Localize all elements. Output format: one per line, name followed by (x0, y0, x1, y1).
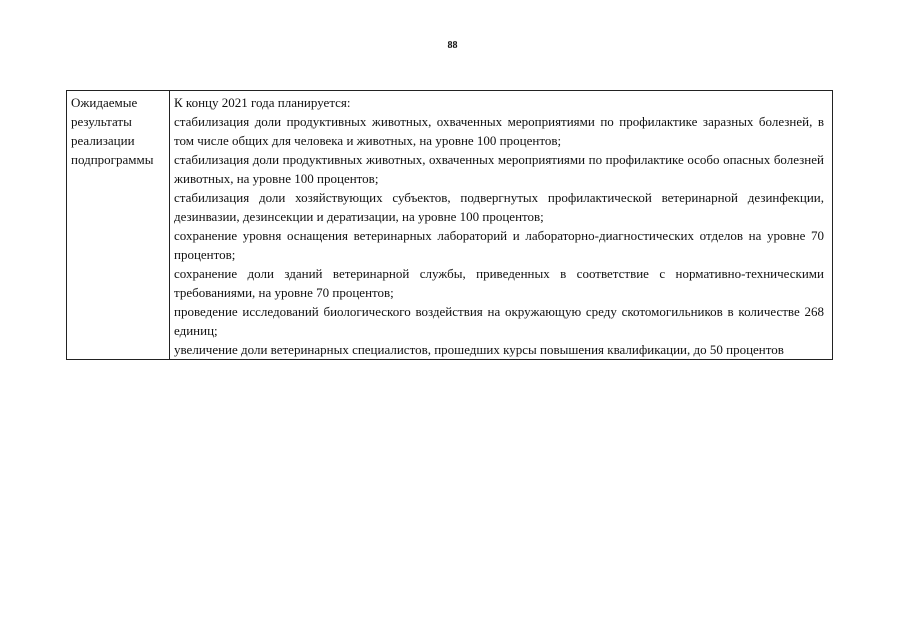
result-item: сохранение уровня оснащения ветеринарных лабораторий и лабораторно-диагностических отделов на уровне 70 процентов; (174, 228, 824, 262)
page-number: 88 (447, 40, 458, 51)
table-row (67, 91, 833, 360)
result-item: стабилизация доли продуктивных животных, охваченных мероприятиями по профилактике особо опасных болезней животных, на уровне 100 процентов; (174, 152, 824, 186)
result-item: увеличение доли ветеринарных специалистов, прошедших курсы повышения квалификации, до 50 процентов (174, 342, 784, 357)
result-item: стабилизация доли продуктивных животных, охваченных мероприятиями по профилактике заразных болезней, в том числе общих для человека и животных, на уровне 100 процентов; (174, 114, 824, 148)
results-table (66, 90, 833, 360)
label-cell (67, 91, 170, 360)
result-item: сохранение доли зданий ветеринарной службы, приведенных в соответствие с нормативно-техническими требованиями, на уровне 70 процентов; (174, 266, 824, 300)
content-cell (170, 91, 833, 360)
label-line: результаты (71, 114, 132, 129)
intro-text: К концу 2021 года планируется: (174, 95, 351, 110)
result-item: проведение исследований биологического воздействия на окружающую среду скотомогильников в количестве 268 единиц; (174, 304, 824, 338)
result-item: стабилизация доли хозяйствующих субъектов, подвергнутых профилактической ветеринарной дезинфекции, дезинвазии, дезинсекции и дератизации, на уровне 100 процентов; (174, 190, 824, 224)
label-line: реализации (71, 133, 135, 148)
label-line: Ожидаемые (71, 95, 138, 110)
label-line: подпрограммы (71, 152, 154, 167)
